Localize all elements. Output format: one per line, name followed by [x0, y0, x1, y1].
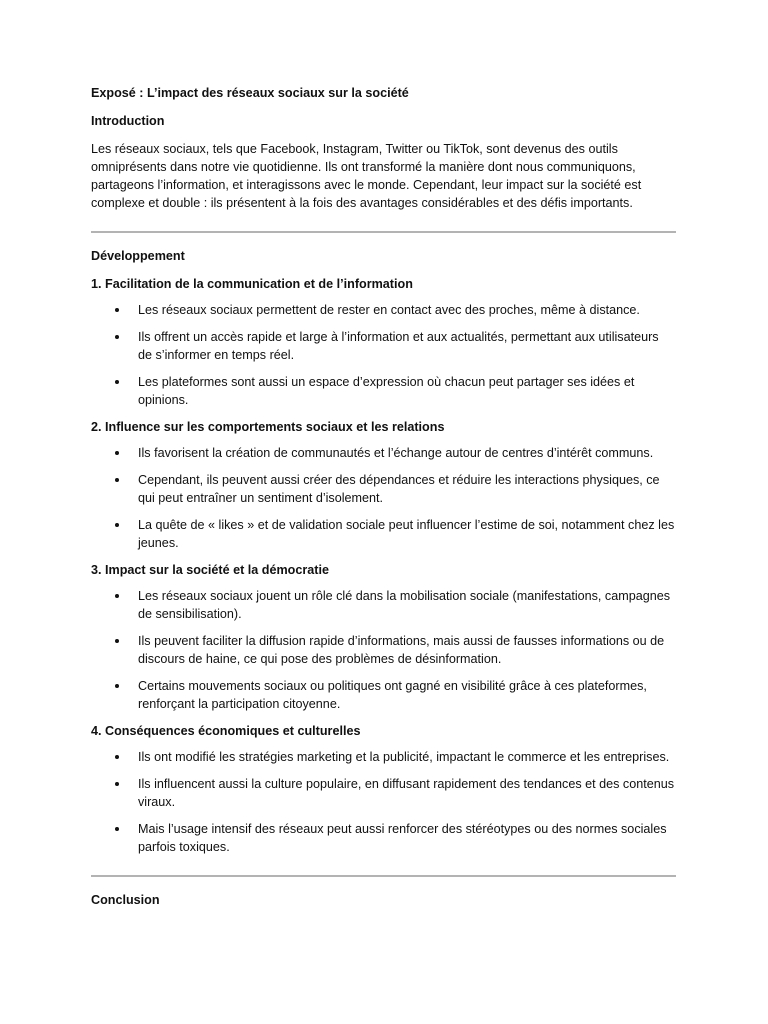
list-item-text: Ils peuvent faciliter la diffusion rapide d’informations, mais aussi de fausses informations ou de discours de haine, ce qui pose des problèmes de désinformation. — [138, 634, 665, 666]
section-heading: 1. Facilitation de la communication et de l’information — [91, 277, 413, 291]
bullet-icon — [115, 639, 119, 643]
list-item-text: Cependant, ils peuvent aussi créer des dépendances et réduire les interactions physiques, ce qui peut entraîner un sentiment d’isolement. — [138, 473, 660, 505]
list-item-text: Ils influencent aussi la culture populaire, en diffusant rapidement des tendances et des contenus viraux. — [138, 777, 675, 809]
introduction-heading: Introduction — [91, 114, 165, 128]
list-item — [91, 748, 676, 766]
introduction-paragraph: Les réseaux sociaux, tels que Facebook, Instagram, Twitter ou TikTok, sont devenus des outils omniprésents dans notre vie quotidienne. Ils ont transformé la manière dont nous communiquons, partageons l’information, et interagissons avec le monde. Cependant, leur impact sur la société est complexe et double : ils présentent à la fois des avantages considérables et des défis importants. — [91, 142, 642, 210]
development-section — [91, 722, 676, 856]
document-title: Exposé : L’impact des réseaux sociaux sur la société — [91, 86, 409, 100]
list-item — [91, 516, 676, 552]
development-section — [91, 275, 676, 409]
bullet-icon — [115, 755, 119, 759]
list-item — [91, 301, 676, 319]
bullet-list — [91, 587, 676, 713]
section-heading: 2. Influence sur les comportements sociaux et les relations — [91, 420, 445, 434]
bullet-icon — [115, 478, 119, 482]
section-heading: 4. Conséquences économiques et culturelles — [91, 724, 361, 738]
bullet-icon — [115, 380, 119, 384]
list-item — [91, 820, 676, 856]
list-item-text: Ils ont modifié les stratégies marketing et la publicité, impactant le commerce et les entreprises. — [138, 750, 670, 764]
bullet-list — [91, 301, 676, 409]
section-heading: 3. Impact sur la société et la démocratie — [91, 563, 329, 577]
bullet-icon — [115, 594, 119, 598]
list-item-text: Les réseaux sociaux permettent de rester en contact avec des proches, même à distance. — [138, 303, 640, 317]
bullet-list — [91, 444, 676, 552]
horizontal-divider — [91, 875, 676, 877]
list-item-text: Les plateformes sont aussi un espace d’expression où chacun peut partager ses idées et opinions. — [138, 375, 635, 407]
bullet-icon — [115, 308, 119, 312]
conclusion-heading: Conclusion — [91, 893, 160, 907]
bullet-icon — [115, 827, 119, 831]
bullet-icon — [115, 782, 119, 786]
list-item-text: Certains mouvements sociaux ou politiques ont gagné en visibilité grâce à ces plateformes, renforçant la participation citoyenne. — [138, 679, 647, 711]
bullet-icon — [115, 335, 119, 339]
horizontal-divider — [91, 231, 676, 233]
list-item-text: Ils offrent un accès rapide et large à l’information et aux actualités, permettant aux utilisateurs de s’informer en temps réel. — [138, 330, 659, 362]
development-heading: Développement — [91, 249, 185, 263]
list-item — [91, 677, 676, 713]
list-item — [91, 471, 676, 507]
list-item-text: Ils favorisent la création de communautés et l’échange autour de centres d’intérêt communs. — [138, 446, 654, 460]
list-item — [91, 632, 676, 668]
bullet-list — [91, 748, 676, 856]
list-item-text: Les réseaux sociaux jouent un rôle clé dans la mobilisation sociale (manifestations, campagnes de sensibilisation). — [138, 589, 671, 621]
list-item-text: Mais l’usage intensif des réseaux peut aussi renforcer des stéréotypes ou des normes sociales parfois toxiques. — [138, 822, 667, 854]
list-item-text: La quête de « likes » et de validation sociale peut influencer l’estime de soi, notamment chez les jeunes. — [138, 518, 675, 550]
bullet-icon — [115, 451, 119, 455]
list-item — [91, 328, 676, 364]
list-item — [91, 587, 676, 623]
development-section — [91, 418, 676, 552]
bullet-icon — [115, 523, 119, 527]
list-item — [91, 373, 676, 409]
list-item — [91, 444, 676, 462]
bullet-icon — [115, 684, 119, 688]
list-item — [91, 775, 676, 811]
development-section — [91, 561, 676, 713]
